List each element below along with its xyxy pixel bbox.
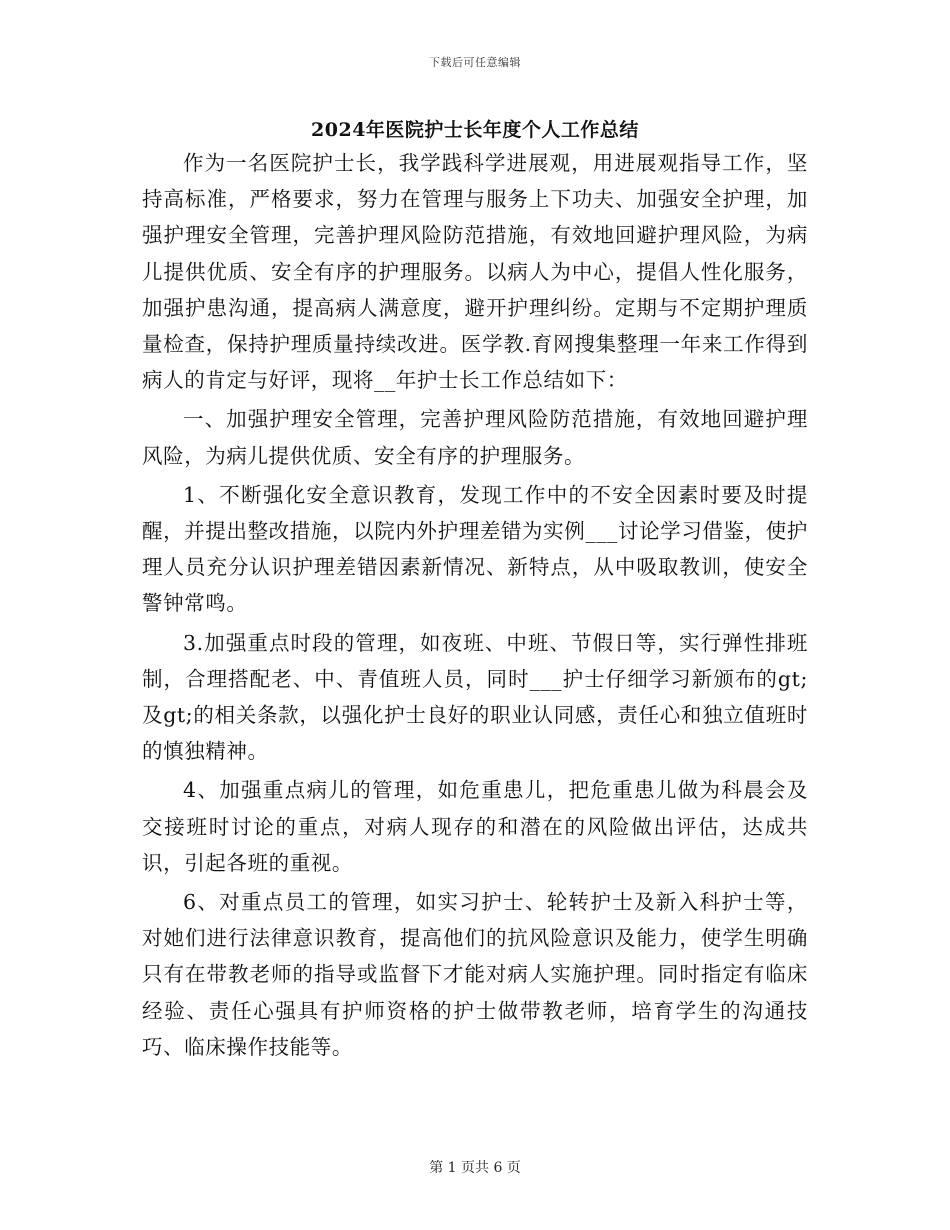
paragraph-section-1: 一、加强护理安全管理，完善护理风险防范措施，有效地回避护理风险，为病儿提供优质、安全有序的护理服务。 — [142, 407, 808, 468]
paragraph-item-1: 1、不断强化安全意识教育，发现工作中的不安全因素时要及时提醒，并提出整改措施，以院内外护理差错为实例___讨论学习借鉴，使护理人员充分认识护理差错因素新情况、新特点，从中吸取教训，使安全警钟常鸣。 — [142, 482, 808, 616]
page-header-note: 下载后可任意编辑 — [429, 56, 521, 69]
paragraph-intro: 作为一名医院护士长，我学践科学进展观，用进展观指导工作，坚持高标准，严格要求，努力在管理与服务上下功夫、加强安全护理，加强护理安全管理，完善护理风险防范措施，有效地回避护理风险，为病儿提供优质、安全有序的护理服务。以病人为中心，提倡人性化服务，加强护患沟通，提高病人满意度，避开护理纠纷。定期与不定期护理质量检查，保持护理质量持续改进。医学教.育网搜集整理一年来工作得到病人的肯定与好评，现将__年护士长工作总结如下： — [142, 151, 808, 393]
document-title: 2024年医院护士长年度个人工作总结 — [311, 119, 639, 141]
document-body — [142, 145, 808, 1068]
page-number-footer: 第 1 页共 6 页 — [429, 1160, 521, 1176]
paragraph-item-3: 3.加强重点时段的管理，如夜班、中班、节假日等，实行弹性排班制，合理搭配老、中、青值班人员，同时___护士仔细学习新颁布的gt;及gt;的相关条款，以强化护士良好的职业认同感，责任心和独立值班时的慎独精神。 — [142, 630, 808, 764]
paragraph-item-4: 4、加强重点病儿的管理，如危重患儿，把危重患儿做为科晨会及交接班时讨论的重点，对病人现存的和潜在的风险做出评估，达成共识，引起各班的重视。 — [142, 778, 808, 875]
paragraph-item-6: 6、对重点员工的管理，如实习护士、轮转护士及新入科护士等，对她们进行法律意识教育，提高他们的抗风险意识及能力，使学生明确只有在带教老师的指导或监督下才能对病人实施护理。同时指定有临床经验、责任心强具有护师资格的护士做带教老师，培育学生的沟通技巧、临床操作技能等。 — [142, 890, 808, 1059]
